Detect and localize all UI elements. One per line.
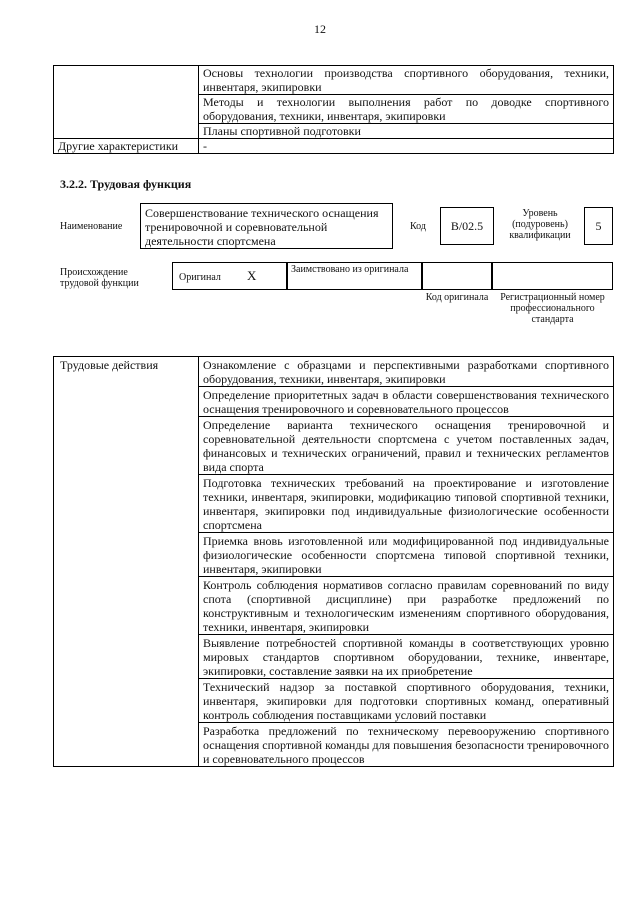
knowledge-item: Планы спортивной подготовки	[199, 124, 614, 139]
qualification-level-label: Уровень (подуровень) квалификации	[509, 208, 571, 241]
reg-number-label: Регистрационный номер профессионального стандарта	[500, 292, 605, 325]
original-label: Оригинал	[179, 272, 221, 283]
labor-action-item: Контроль соблюдения нормативов согласно правилам соревнований по виду спота (спортивной дисциплине) при разработке предложений по конструктивным и технологическим изменениям спортивного оборудования, техники, инвентаря, экипировки	[199, 577, 614, 635]
labor-actions-table	[53, 356, 614, 767]
knowledge-item: Основы технологии производства спортивного оборудования, техники, инвентаря, экипировки	[199, 66, 614, 95]
labor-action-item: Приемка вновь изготовленной или модифицированной под индивидуальные физиологические особенности спортсмена типовой спортивной техники, инвентаря, экипировки	[199, 533, 614, 577]
labor-actions-label: Трудовые действия	[54, 357, 199, 767]
labor-action-item: Выявление потребностей спортивной команды в соответствующих уровню мировых стандартов спортивном оборудовании, технике, инвентаре, экипировки, составление заявки на их приобретение	[199, 635, 614, 679]
origin-row	[172, 262, 613, 290]
code-original-cell	[422, 262, 492, 290]
page-number: 12	[314, 22, 326, 36]
name-label: Наименование	[60, 221, 123, 232]
labor-action-item: Разработка предложений по техническому перевооружению спортивного оснащения спортивной команды для повышения безопасности тренировочного и соревновательного процессов	[199, 723, 614, 767]
borrowed-label: Заимствовано из оригинала	[287, 262, 422, 290]
other-characteristics-value: -	[199, 139, 614, 154]
reg-number-cell	[492, 262, 613, 290]
code-label: Код	[410, 221, 426, 232]
origin-label: Происхождение трудовой функции	[60, 267, 139, 289]
code-original-label: Код оригинала	[425, 292, 489, 303]
labor-action-item: Подготовка технических требований на проектирование и изготовление техники, инвентаря, экипировки, модификацию типовой спортивной техники, инвентаря, экипировки под индивидуальные физиологические особенности спортсмена	[199, 475, 614, 533]
function-name: Совершенствование технического оснащения тренировочной и соревновательной деятельности спортсмена	[140, 203, 393, 249]
section-title: 3.2.2. Трудовая функция	[60, 177, 192, 191]
labor-action-item: Технический надзор за поставкой спортивного оборудования, техники, инвентаря, экипировки для подготовки спортивных команд, оперативный контроль соблюдения поставщиками условий поставки	[199, 679, 614, 723]
labor-action-item: Определение варианта технического оснащения тренировочной и соревновательной деятельности спортсмена с учетом поставленных задач, финансовых и технических ограничений, правил и технических регламентов вида спорта	[199, 417, 614, 475]
original-mark: X	[247, 268, 257, 283]
qualification-level-value: 5	[584, 207, 613, 245]
knowledge-table	[53, 65, 614, 154]
knowledge-item: Методы и технологии выполнения работ по доводке спортивного оборудования, техники, инвентаря, экипировки	[199, 95, 614, 124]
function-code: B/02.5	[440, 207, 494, 245]
knowledge-label-cell	[54, 66, 199, 139]
labor-action-item: Ознакомление с образцами и перспективными разработками спортивного оборудования, техники, инвентаря, экипировки	[199, 357, 614, 387]
other-characteristics-label: Другие характеристики	[54, 139, 199, 154]
labor-action-item: Определение приоритетных задач в области совершенствования технического оснащения тренировочного и соревновательного процессов	[199, 387, 614, 417]
original-cell	[172, 262, 287, 290]
